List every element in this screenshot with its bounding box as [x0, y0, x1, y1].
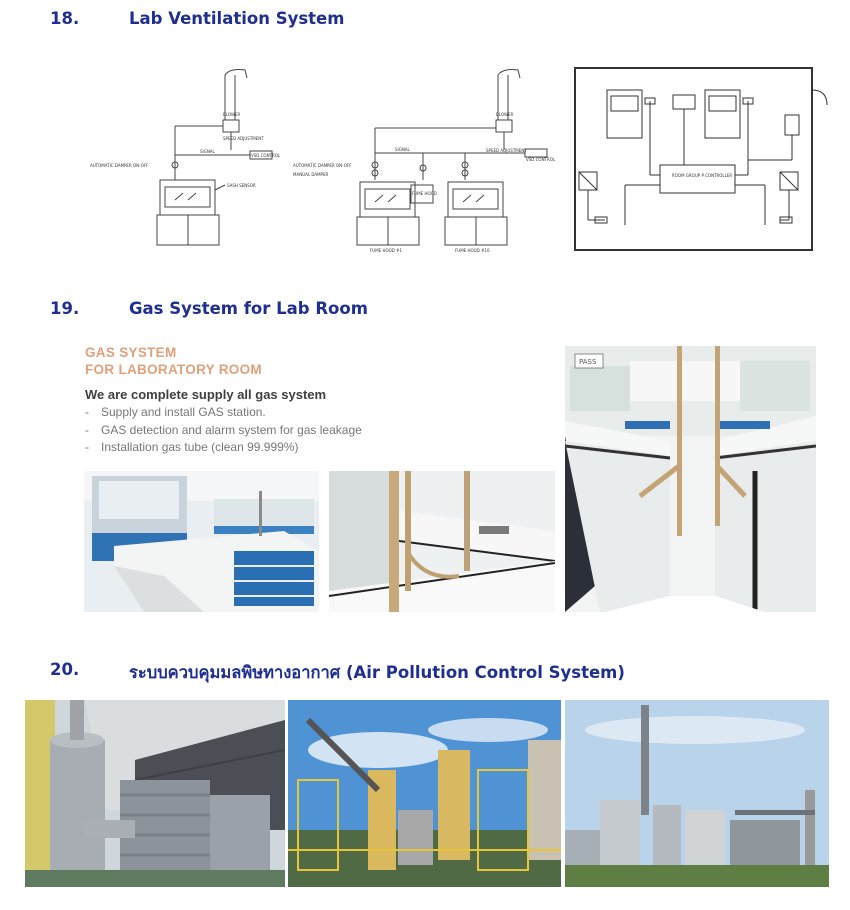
label-auto-damper: AUTOMATIC DAMPER ON-OFF — [90, 163, 149, 168]
scrubber-photo-2 — [288, 700, 561, 887]
label-blower: BLOWER — [223, 112, 241, 117]
pass-box-label: PASS — [579, 358, 597, 366]
label-fume-hood-1: FUME HOOD #1 — [370, 248, 403, 253]
label-room-controller: ROOM GROUP P CONTROLLER — [672, 173, 733, 178]
section-title: Gas System for Lab Room — [129, 299, 368, 318]
section-number: 20. — [50, 660, 80, 679]
gas-title-line2: FOR LABORATORY ROOM — [85, 362, 262, 377]
label-manual-damper: MANUAL DAMPER — [293, 172, 329, 177]
label-vsd: VSD CONTROL — [526, 157, 556, 162]
gas-pipe-photo — [329, 471, 555, 612]
ventilation-diagram-multi-hood — [290, 60, 558, 260]
label-speed-adjust: SPEED ADJUSTMENT — [223, 136, 264, 141]
ventilation-diagram-room-plan — [565, 60, 835, 260]
label-blower: BLOWER — [496, 112, 514, 117]
section-number: 19. — [50, 299, 80, 318]
gas-feature-list — [85, 404, 362, 457]
label-sash: SASH SENSOR — [227, 183, 256, 188]
label-speed-adjust: SPEED ADJUSTMENT — [486, 148, 527, 153]
section-title: ระบบควบคุมมลพิษทางอากาศ (Air Pollution Control System) — [129, 663, 625, 682]
gas-title-line1: GAS SYSTEM — [85, 345, 177, 360]
label-auto-damper: AUTOMATIC DAMPER ON-OFF — [293, 163, 352, 168]
section-number: 18. — [50, 9, 80, 28]
gas-feature-item: - Supply and install GAS station. — [85, 404, 362, 422]
label-fume-hood: FUME HOOD — [412, 191, 437, 196]
label-signal: SIGNAL — [395, 147, 410, 152]
label-fume-hood-10: FUME HOOD #10 — [455, 248, 490, 253]
gas-feature-item: - GAS detection and alarm system for gas leakage — [85, 422, 362, 440]
lab-bench-photo — [84, 471, 319, 612]
scrubber-photo-3 — [565, 700, 829, 887]
gas-subtitle: We are complete supply all gas system — [85, 387, 327, 402]
scrubber-photo-1 — [25, 700, 285, 887]
lab-corridor-photo — [565, 346, 816, 612]
label-vsd: VSD CONTROL — [251, 153, 281, 158]
gas-feature-item: - Installation gas tube (clean 99.999%) — [85, 439, 362, 457]
label-signal: SIGNAL — [200, 149, 215, 154]
ventilation-diagram-single-hood — [75, 60, 287, 260]
section-title: Lab Ventilation System — [129, 9, 345, 28]
